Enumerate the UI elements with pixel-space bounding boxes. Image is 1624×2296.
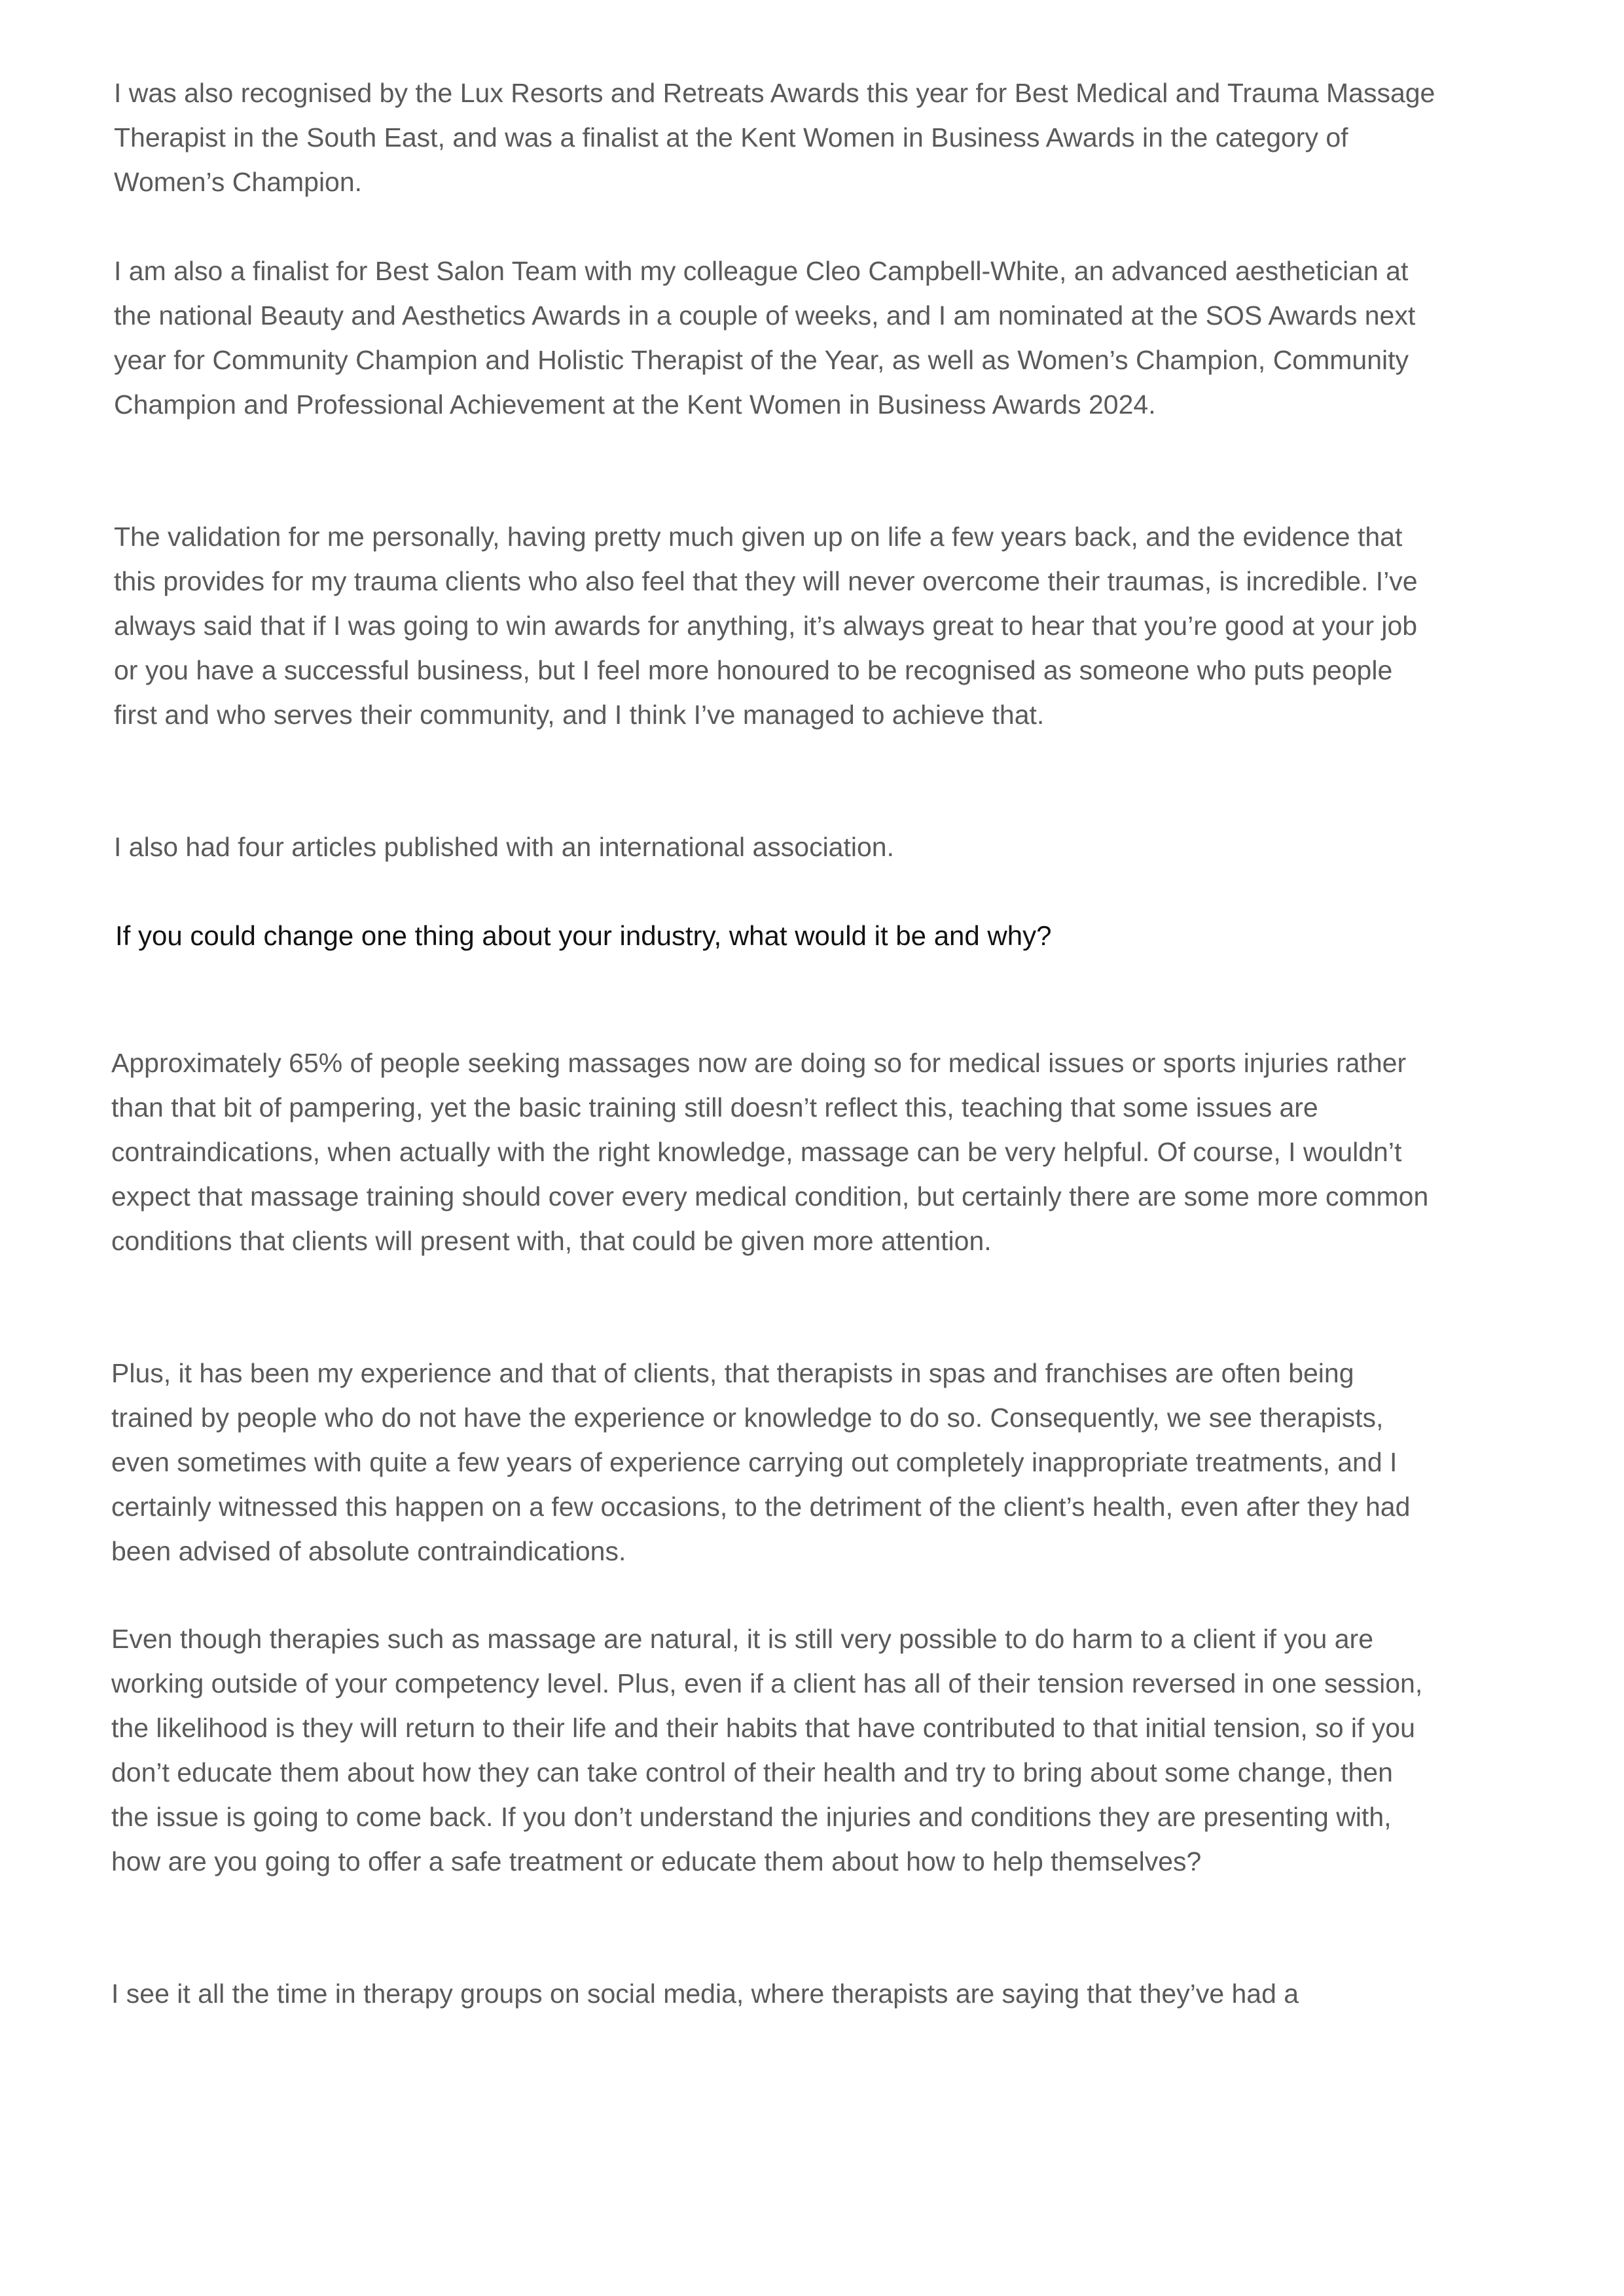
question-heading: If you could change one thing about your industry, what would it be and why? <box>115 920 1052 951</box>
paragraph-therapist-training: Plus, it has been my experience and that of clients, that therapists in spas and franchises are often being trained by people who do not have the experience or knowledge to do so. Consequently, we see therapists, even sometimes with quite a few years of experience carrying out completely inappropriate treatments, and I certainly witnessed this happen on a few occasions, to the detriment of the client’s health, even after they had been advised of absolute contraindications. <box>111 1358 1411 1566</box>
paragraph-validation: The validation for me personally, having pretty much given up on life a few years back, and the evidence that this provides for my trauma clients who also feel that they will never overcome their traumas, is incredible. I’ve always said that if I was going to win awards for anything, it’s always great to hear that you’re good at your job or you have a successful business, but I feel more honoured to be recognised as someone who puts people first and who serves their community, and I think I’ve managed to achieve that. <box>114 522 1418 730</box>
paragraph-articles-published: I also had four articles published with an international association. <box>114 832 894 862</box>
paragraph-awards-recognition: I was also recognised by the Lux Resorts and Retreats Awards this year for Best Medical and Trauma Massage Therapist in the South East, and was a finalist at the Kent Women in Business Awards in the category of Women’s Champion. <box>114 78 1435 197</box>
paragraph-finalist-nominations: I am also a finalist for Best Salon Team with my colleague Cleo Campbell-White, an advanced aesthetician at the national Beauty and Aesthetics Awards in a couple of weeks, and I am nominated at the SOS Awards next year for Community Champion and Holistic Therapist of the Year, as well as Women’s Champion, Community Champion and Professional Achievement at the Kent Women in Business Awards 2024. <box>114 256 1416 420</box>
paragraph-competency: Even though therapies such as massage are natural, it is still very possible to do harm to a client if you are working outside of your competency level. Plus, even if a client has all of their tension reversed in one session, the likelihood is they will return to their life and their habits that have contributed to that initial tension, so if you don’t educate them about how they can take control of their health and try to bring about some change, then the issue is going to come back. If you don’t understand the injuries and conditions they are presenting with, how are you going to offer a safe treatment or educate them about how to help themselves? <box>111 1624 1423 1876</box>
paragraph-medical-massage: Approximately 65% of people seeking massages now are doing so for medical issues or sports injuries rather than that bit of pampering, yet the basic training still doesn’t reflect this, teaching that some issues are contraindications, when actually with the right knowledge, massage can be very helpful. Of course, I wouldn’t expect that massage training should cover every medical condition, but certainly there are some more common conditions that clients will present with, that could be given more attention. <box>111 1048 1429 1256</box>
paragraph-social-media: I see it all the time in therapy groups on social media, where therapists are saying that they’ve had a <box>111 1979 1299 2009</box>
